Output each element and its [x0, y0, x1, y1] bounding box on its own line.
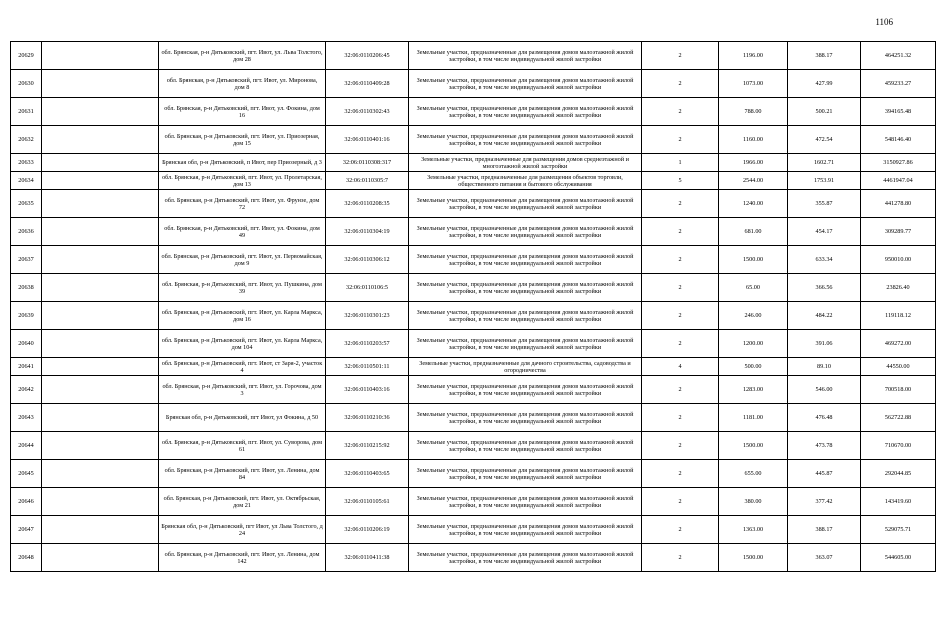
land-use-cell: Земельные участки, предназначенные для размещения домов среднеэтажной и многоэтажной жилой застройки	[409, 154, 642, 172]
row-number-cell: 20645	[11, 460, 42, 488]
cadastral-value-cell: 950010.00	[861, 246, 936, 274]
land-use-cell: Земельные участки, предназначенные для размещения домов малоэтажной жилой застройки, в том числе индивидуальной жилой застройки	[409, 190, 642, 218]
address-cell: обл. Брянская, р-н Дятьковский, пгт. Ивот, ул. Пушкина, дом 39	[159, 274, 326, 302]
row-number-cell: 20648	[11, 544, 42, 572]
row-number-cell: 20631	[11, 98, 42, 126]
page-number: 1106	[875, 17, 893, 27]
address-cell: обл. Брянская, р-н Дятьковский, пгт. Ивот, ул. Карла Маркса, дом 104	[159, 330, 326, 358]
land-use-cell: Земельные участки, предназначенные для размещения домов малоэтажной жилой застройки, в том числе индивидуальной жилой застройки	[409, 544, 642, 572]
table-row	[11, 42, 936, 70]
group-cell: 1	[642, 154, 719, 172]
table-row	[11, 190, 936, 218]
land-use-cell: Земельные участки, предназначенные для размещения домов малоэтажной жилой застройки, в том числе индивидуальной жилой застройки	[409, 516, 642, 544]
cadastral-number-cell: 32:06:0110403:16	[326, 376, 409, 404]
row-number-cell: 20647	[11, 516, 42, 544]
specific-value-cell: 546.00	[788, 376, 861, 404]
table-row	[11, 126, 936, 154]
area-cell: 1240.00	[719, 190, 788, 218]
cadastral-value-cell: 4461947.04	[861, 172, 936, 190]
specific-value-cell: 484.22	[788, 302, 861, 330]
cadastral-number-cell: 32:06:0110401:16	[326, 126, 409, 154]
table-row	[11, 70, 936, 98]
area-cell: 65.00	[719, 274, 788, 302]
area-cell: 1500.00	[719, 432, 788, 460]
row-number-cell: 20643	[11, 404, 42, 432]
table-row	[11, 172, 936, 190]
group-cell: 2	[642, 42, 719, 70]
area-cell: 1196.00	[719, 42, 788, 70]
group-cell: 2	[642, 376, 719, 404]
empty-cell	[42, 98, 159, 126]
land-use-cell: Земельные участки, предназначенные для размещения домов малоэтажной жилой застройки, в том числе индивидуальной жилой застройки	[409, 460, 642, 488]
address-cell: Брянская обл, р-н Дятьковский, п Ивот, пер Приозерный, д 3	[159, 154, 326, 172]
cadastral-number-cell: 32:06:0110106:5	[326, 274, 409, 302]
land-use-cell: Земельные участки, предназначенные для размещения домов малоэтажной жилой застройки, в том числе индивидуальной жилой застройки	[409, 274, 642, 302]
cadastral-number-cell: 32:06:0110308:317	[326, 154, 409, 172]
land-use-cell: Земельные участки, предназначенные для размещения домов малоэтажной жилой застройки, в том числе индивидуальной жилой застройки	[409, 42, 642, 70]
land-use-cell: Земельные участки, предназначенные для размещения домов малоэтажной жилой застройки, в том числе индивидуальной жилой застройки	[409, 246, 642, 274]
specific-value-cell: 633.34	[788, 246, 861, 274]
area-cell: 1500.00	[719, 544, 788, 572]
specific-value-cell: 473.78	[788, 432, 861, 460]
specific-value-cell: 388.17	[788, 42, 861, 70]
row-number-cell: 20638	[11, 274, 42, 302]
address-cell: обл. Брянская, р-н Дятьковский, пгт. Ивот, ул. Фокина, дом 16	[159, 98, 326, 126]
group-cell: 2	[642, 432, 719, 460]
empty-cell	[42, 218, 159, 246]
empty-cell	[42, 154, 159, 172]
cadastral-number-cell: 32:06:0110206:19	[326, 516, 409, 544]
area-cell: 788.00	[719, 98, 788, 126]
area-cell: 1966.00	[719, 154, 788, 172]
address-cell: обл. Брянская, р-н Дятьковский, пгт. Ивот, ул. Первомайская, дом 9	[159, 246, 326, 274]
row-number-cell: 20641	[11, 358, 42, 376]
address-cell: обл. Брянская, р-н Дятьковский, пгт. Ивот, ул. Приозерная, дом 15	[159, 126, 326, 154]
empty-cell	[42, 358, 159, 376]
row-number-cell: 20637	[11, 246, 42, 274]
cadastral-number-cell: 32:06:0110306:12	[326, 246, 409, 274]
row-number-cell: 20636	[11, 218, 42, 246]
empty-cell	[42, 302, 159, 330]
cadastral-value-cell: 710670.00	[861, 432, 936, 460]
address-cell: обл. Брянская, р-н Дятьковский, пгт. Ивот, ул. Ленина, дом 84	[159, 460, 326, 488]
address-cell: обл. Брянская, р-н Дятьковский, пгт. Ивот, ст Заря-2, участок 4	[159, 358, 326, 376]
table-row	[11, 246, 936, 274]
address-cell: обл. Брянская, р-н Дятьковский, пгт. Ивот, ул. Ленина, дом 142	[159, 544, 326, 572]
empty-cell	[42, 330, 159, 358]
land-use-cell: Земельные участки, предназначенные для размещения домов малоэтажной жилой застройки, в том числе индивидуальной жилой застройки	[409, 404, 642, 432]
empty-cell	[42, 274, 159, 302]
cadastral-number-cell: 32:06:0110210:36	[326, 404, 409, 432]
cadastral-value-cell: 544605.00	[861, 544, 936, 572]
specific-value-cell: 355.87	[788, 190, 861, 218]
cadastral-value-cell: 459233.27	[861, 70, 936, 98]
empty-cell	[42, 376, 159, 404]
cadastral-number-cell: 32:06:0110301:23	[326, 302, 409, 330]
cadastral-number-cell: 32:06:0110105:61	[326, 488, 409, 516]
row-number-cell: 20635	[11, 190, 42, 218]
group-cell: 4	[642, 358, 719, 376]
empty-cell	[42, 172, 159, 190]
land-use-cell: Земельные участки, предназначенные для размещения домов малоэтажной жилой застройки, в том числе индивидуальной жилой застройки	[409, 302, 642, 330]
group-cell: 2	[642, 190, 719, 218]
empty-cell	[42, 126, 159, 154]
area-cell: 655.00	[719, 460, 788, 488]
table-row	[11, 358, 936, 376]
address-cell: обл. Брянская, р-н Дятьковский, пгт. Ивот, ул. Октябрьская, дом 21	[159, 488, 326, 516]
table-body	[11, 42, 936, 572]
cadastral-value-cell: 700518.00	[861, 376, 936, 404]
table-row	[11, 330, 936, 358]
empty-cell	[42, 460, 159, 488]
group-cell: 2	[642, 98, 719, 126]
row-number-cell: 20630	[11, 70, 42, 98]
group-cell: 2	[642, 246, 719, 274]
row-number-cell: 20639	[11, 302, 42, 330]
cadastral-value-cell: 464251.32	[861, 42, 936, 70]
empty-cell	[42, 432, 159, 460]
empty-cell	[42, 404, 159, 432]
land-use-cell: Земельные участки, предназначенные для размещения домов малоэтажной жилой застройки, в том числе индивидуальной жилой застройки	[409, 218, 642, 246]
group-cell: 2	[642, 488, 719, 516]
land-use-cell: Земельные участки, предназначенные для размещения домов малоэтажной жилой застройки, в том числе индивидуальной жилой застройки	[409, 126, 642, 154]
empty-cell	[42, 544, 159, 572]
table-row	[11, 274, 936, 302]
address-cell: обл. Брянская, р-н Дятьковский, пгт. Ивот, ул. Фокина, дом 49	[159, 218, 326, 246]
address-cell: обл. Брянская, р-н Дятьковский, пгт. Ивот, ул. Пролетарская, дом 13	[159, 172, 326, 190]
land-use-cell: Земельные участки, предназначенные для дачного строительства, садоводства и огородничества	[409, 358, 642, 376]
land-use-cell: Земельные участки, предназначенные для размещения домов малоэтажной жилой застройки, в том числе индивидуальной жилой застройки	[409, 488, 642, 516]
row-number-cell: 20642	[11, 376, 42, 404]
cadastral-number-cell: 32:06:0110409:28	[326, 70, 409, 98]
land-use-cell: Земельные участки, предназначенные для размещения домов малоэтажной жилой застройки, в том числе индивидуальной жилой застройки	[409, 330, 642, 358]
cadastral-value-cell: 44550.00	[861, 358, 936, 376]
specific-value-cell: 89.10	[788, 358, 861, 376]
group-cell: 2	[642, 218, 719, 246]
area-cell: 246.00	[719, 302, 788, 330]
cadastral-number-cell: 32:06:0110203:57	[326, 330, 409, 358]
area-cell: 500.00	[719, 358, 788, 376]
address-cell: обл. Брянская, р-н Дятьковский, пгт. Ивот, ул. Горочова, дом 3	[159, 376, 326, 404]
row-number-cell: 20640	[11, 330, 42, 358]
group-cell: 2	[642, 404, 719, 432]
specific-value-cell: 1753.91	[788, 172, 861, 190]
table-row	[11, 432, 936, 460]
group-cell: 2	[642, 516, 719, 544]
group-cell: 2	[642, 302, 719, 330]
row-number-cell: 20632	[11, 126, 42, 154]
specific-value-cell: 377.42	[788, 488, 861, 516]
specific-value-cell: 454.17	[788, 218, 861, 246]
area-cell: 1200.00	[719, 330, 788, 358]
address-cell: обл. Брянская, р-н Дятьковский, пгт. Ивот, ул. Карла Маркса, дом 16	[159, 302, 326, 330]
table-row	[11, 544, 936, 572]
specific-value-cell: 366.56	[788, 274, 861, 302]
land-use-cell: Земельные участки, предназначенные для размещения домов малоэтажной жилой застройки, в том числе индивидуальной жилой застройки	[409, 376, 642, 404]
group-cell: 2	[642, 330, 719, 358]
specific-value-cell: 391.06	[788, 330, 861, 358]
cadastral-number-cell: 32:06:0110403:65	[326, 460, 409, 488]
group-cell: 2	[642, 126, 719, 154]
specific-value-cell: 1602.71	[788, 154, 861, 172]
cadastral-value-cell: 292044.85	[861, 460, 936, 488]
specific-value-cell: 445.87	[788, 460, 861, 488]
land-use-cell: Земельные участки, предназначенные для размещения домов малоэтажной жилой застройки, в том числе индивидуальной жилой застройки	[409, 98, 642, 126]
empty-cell	[42, 246, 159, 274]
specific-value-cell: 388.17	[788, 516, 861, 544]
cadastral-number-cell: 32:06:0110206:45	[326, 42, 409, 70]
cadastral-value-cell: 309289.77	[861, 218, 936, 246]
address-cell: Брянская обл, р-н Дятьковский, пгт Ивот, ул Фокина, д 50	[159, 404, 326, 432]
cadastral-number-cell: 32:06:0110305:7	[326, 172, 409, 190]
group-cell: 2	[642, 544, 719, 572]
specific-value-cell: 476.48	[788, 404, 861, 432]
table-row	[11, 218, 936, 246]
table-row	[11, 516, 936, 544]
area-cell: 2544.00	[719, 172, 788, 190]
area-cell: 1160.00	[719, 126, 788, 154]
area-cell: 1181.00	[719, 404, 788, 432]
cadastral-number-cell: 32:06:0110411:38	[326, 544, 409, 572]
table-row	[11, 404, 936, 432]
cadastral-value-cell: 394165.48	[861, 98, 936, 126]
group-cell: 5	[642, 172, 719, 190]
address-cell: обл. Брянская, р-н Дятьковский, пгт. Ивот, ул. Суворова, дом 61	[159, 432, 326, 460]
empty-cell	[42, 70, 159, 98]
row-number-cell: 20633	[11, 154, 42, 172]
empty-cell	[42, 190, 159, 218]
area-cell: 380.00	[719, 488, 788, 516]
area-cell: 1283.00	[719, 376, 788, 404]
table-row	[11, 154, 936, 172]
land-use-cell: Земельные участки, предназначенные для размещения объектов торговли, общественного питания и бытового обслуживания	[409, 172, 642, 190]
table-row	[11, 488, 936, 516]
area-cell: 1073.00	[719, 70, 788, 98]
land-use-cell: Земельные участки, предназначенные для размещения домов малоэтажной жилой застройки, в том числе индивидуальной жилой застройки	[409, 70, 642, 98]
cadastral-number-cell: 32:06:0110208:35	[326, 190, 409, 218]
cadastral-value-table	[10, 41, 936, 572]
row-number-cell: 20646	[11, 488, 42, 516]
area-cell: 1363.00	[719, 516, 788, 544]
area-cell: 681.00	[719, 218, 788, 246]
empty-cell	[42, 488, 159, 516]
specific-value-cell: 427.99	[788, 70, 861, 98]
cadastral-number-cell: 32:06:0110501:11	[326, 358, 409, 376]
row-number-cell: 20629	[11, 42, 42, 70]
row-number-cell: 20644	[11, 432, 42, 460]
specific-value-cell: 363.07	[788, 544, 861, 572]
cadastral-value-cell: 143419.60	[861, 488, 936, 516]
cadastral-value-cell: 119118.12	[861, 302, 936, 330]
cadastral-value-cell: 469272.00	[861, 330, 936, 358]
specific-value-cell: 500.21	[788, 98, 861, 126]
table-row	[11, 302, 936, 330]
address-cell: Брянская обл, р-н Дятьковский, пгт Ивот, ул Льва Толстого, д 24	[159, 516, 326, 544]
group-cell: 2	[642, 274, 719, 302]
empty-cell	[42, 516, 159, 544]
cadastral-number-cell: 32:06:0110215:92	[326, 432, 409, 460]
cadastral-value-cell: 529075.71	[861, 516, 936, 544]
cadastral-value-cell: 3150927.86	[861, 154, 936, 172]
cadastral-number-cell: 32:06:0110304:19	[326, 218, 409, 246]
cadastral-value-cell: 548146.40	[861, 126, 936, 154]
row-number-cell: 20634	[11, 172, 42, 190]
cadastral-value-cell: 562722.88	[861, 404, 936, 432]
empty-cell	[42, 42, 159, 70]
address-cell: обл. Брянская, р-н Дятьковский, пгт. Ивот, ул. Льва Толстого, дом 28	[159, 42, 326, 70]
specific-value-cell: 472.54	[788, 126, 861, 154]
table-row	[11, 98, 936, 126]
address-cell: обл. Брянская, р-н Дятьковский, пгт. Ивот, ул. Фрунзе, дом 72	[159, 190, 326, 218]
address-cell: обл. Брянская, р-н Дятьковский, пгт. Ивот, ул. Миронова, дом 8	[159, 70, 326, 98]
cadastral-value-cell: 23826.40	[861, 274, 936, 302]
cadastral-value-cell: 441278.80	[861, 190, 936, 218]
group-cell: 2	[642, 460, 719, 488]
land-use-cell: Земельные участки, предназначенные для размещения домов малоэтажной жилой застройки, в том числе индивидуальной жилой застройки	[409, 432, 642, 460]
area-cell: 1500.00	[719, 246, 788, 274]
group-cell: 2	[642, 70, 719, 98]
table-row	[11, 376, 936, 404]
cadastral-number-cell: 32:06:0110302:43	[326, 98, 409, 126]
table-row	[11, 460, 936, 488]
